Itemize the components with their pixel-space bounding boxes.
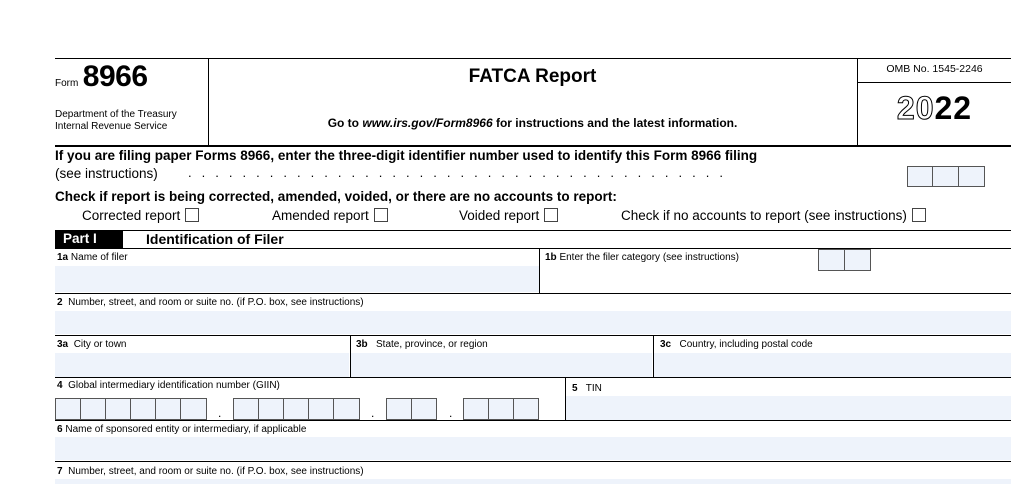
field-3b-label: 3b State, province, or region	[356, 339, 488, 350]
amended-report-option[interactable]: Amended report	[272, 208, 388, 223]
no-accounts-option-wrap	[621, 208, 926, 223]
giin-box[interactable]	[130, 398, 156, 420]
identifier-digit-1[interactable]	[907, 166, 933, 187]
amended-report-option-wrap	[272, 208, 388, 223]
field-2-label: 2 Number, street, and room or suite no. (if P.O. box, see instructions)	[57, 297, 364, 308]
field-1a-label: 1a Name of filer	[57, 252, 128, 263]
giin-separator: .	[218, 406, 222, 420]
filer-country-input[interactable]	[654, 353, 1011, 377]
instructions-link-line: Go to www.irs.gov/Form8966 for instructions and the latest information.	[327, 116, 738, 130]
form-word: Form	[55, 78, 79, 89]
voided-report-checkbox[interactable]	[544, 208, 558, 222]
giin-box[interactable]	[411, 398, 437, 420]
giin-box[interactable]	[105, 398, 131, 420]
part-1-title: Identification of Filer	[146, 231, 284, 247]
form-title: FATCA Report	[468, 66, 597, 87]
no-accounts-checkbox[interactable]	[912, 208, 926, 222]
filer-category-digit-2[interactable]	[844, 249, 871, 271]
filer-tin-input[interactable]	[566, 396, 1011, 420]
part-1-label: Part I	[55, 231, 123, 248]
filer-state-input[interactable]	[351, 353, 652, 377]
giin-box[interactable]	[283, 398, 309, 420]
year-bold-digits: 22	[934, 90, 973, 126]
giin-box[interactable]	[180, 398, 207, 420]
checkbox-row	[82, 208, 199, 223]
giin-box[interactable]	[386, 398, 412, 420]
omb-number: OMB No. 1545-2246	[886, 63, 983, 75]
corrected-report-option[interactable]: Corrected report	[82, 208, 199, 223]
department-label: Department of the Treasury Internal Revenue Service	[55, 109, 177, 132]
filer-street-address-input[interactable]	[55, 311, 1011, 334]
field-3c-label: 3c Country, including postal code	[660, 339, 813, 350]
field-7-label: 7 Number, street, and room or suite no. (if P.O. box, see instructions)	[57, 466, 364, 477]
giin-box[interactable]	[55, 398, 81, 420]
corrected-report-checkbox[interactable]	[185, 208, 199, 222]
giin-box[interactable]	[308, 398, 334, 420]
giin-separator: .	[371, 406, 375, 420]
field-4-label: 4 Global intermediary identification number (GIIN)	[57, 380, 280, 391]
giin-box[interactable]	[233, 398, 259, 420]
identifier-digit-2[interactable]	[932, 166, 959, 187]
filer-category-digit-1[interactable]	[818, 249, 845, 271]
form-number: 8966	[82, 60, 148, 93]
see-instructions-text: (see instructions)	[55, 166, 158, 181]
giin-box[interactable]	[333, 398, 360, 420]
amended-report-checkbox[interactable]	[374, 208, 388, 222]
irs-url-link[interactable]: www.irs.gov/Form8966	[362, 116, 493, 130]
sponsored-entity-street-input[interactable]	[55, 479, 1011, 484]
sponsored-entity-name-input[interactable]	[55, 437, 1011, 460]
giin-box[interactable]	[488, 398, 514, 420]
field-1b-label: 1b Enter the filer category (see instructions)	[545, 252, 739, 263]
leader-dots: . . . . . . . . . . . . . . . . . . . . . . . . . . . . . . . . . . . . . . . .	[188, 165, 727, 180]
identifier-digit-3[interactable]	[958, 166, 985, 187]
giin-box[interactable]	[80, 398, 106, 420]
filer-name-input[interactable]	[55, 266, 539, 292]
giin-box[interactable]	[463, 398, 489, 420]
field-3a-label: 3a City or town	[57, 339, 127, 350]
giin-box[interactable]	[155, 398, 181, 420]
tax-year	[858, 90, 1011, 127]
field-5-label: 5 TIN	[572, 383, 602, 394]
giin-separator: .	[449, 406, 453, 420]
giin-box[interactable]	[513, 398, 539, 420]
filer-city-input[interactable]	[55, 353, 349, 377]
report-status-heading: Check if report is being corrected, amended, voided, or there are no accounts to report:	[55, 189, 617, 204]
no-accounts-option[interactable]: Check if no accounts to report (see instructions)	[621, 208, 926, 223]
field-6-label: 6 Name of sponsored entity or intermediary, if applicable	[57, 424, 307, 435]
paper-filing-instruction: If you are filing paper Forms 8966, enter the three-digit identifier number used to identify this Form 8966 filing	[55, 148, 758, 163]
giin-box[interactable]	[258, 398, 284, 420]
form-number-block	[55, 60, 148, 94]
voided-report-option[interactable]: Voided report	[459, 208, 558, 223]
year-outline-digits: 20	[896, 90, 935, 126]
voided-report-option-wrap	[459, 208, 558, 223]
